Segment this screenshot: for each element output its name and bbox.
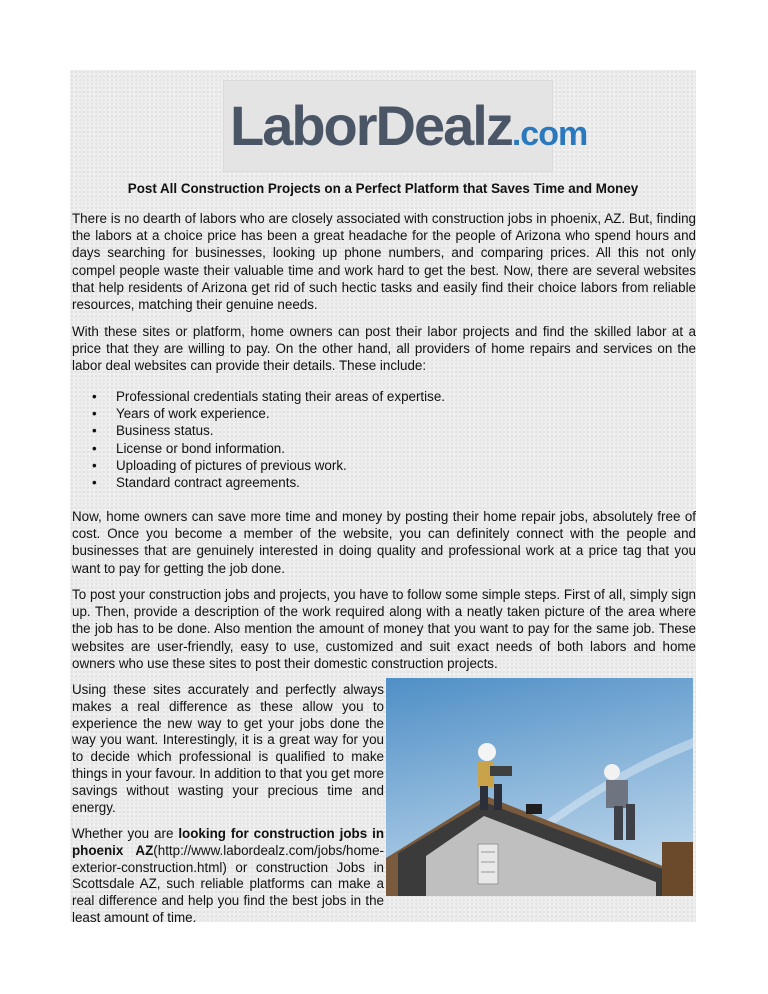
toolbox xyxy=(526,804,542,814)
document-page xyxy=(70,70,696,925)
gable-post xyxy=(662,842,693,896)
features-list xyxy=(70,388,630,491)
list-item: • Uploading of pictures of previous work. xyxy=(92,457,347,473)
bullet-icon: • xyxy=(92,440,97,456)
bullet-icon: • xyxy=(92,457,97,473)
paragraph-closing: Whether you are looking for construction jobs in phoenix AZ(http://www.labordealz.com/jobs/home-exterior-construction.html) or construction Jobs in Scottsdale AZ, such reliable platforms can make a real difference and help you find the best jobs in the least amount of time. xyxy=(72,826,384,925)
list-item: • Business status. xyxy=(92,423,214,439)
link-construction-jobs-phoenix[interactable]: looking for construction jobs in phoenix AZ xyxy=(72,826,384,858)
logo-text xyxy=(230,94,587,157)
list-item: • License or bond information. xyxy=(92,440,285,456)
bullet-icon: • xyxy=(92,475,97,491)
labordealz-logo xyxy=(223,80,588,172)
logo-main-text: LaborDealz xyxy=(230,94,512,157)
bullet-icon: • xyxy=(92,406,97,422)
paragraph-benefits: Using these sites accurately and perfectly always makes a real difference as these allow you to experience the new way to get your jobs done the way you want. Interestingly, it is a great way for you to decide which professional is qualified to make things in your favour. In addition to that you get more savings without wasting your precious time and energy. xyxy=(72,682,384,815)
list-item: • Professional credentials stating their areas of expertise. xyxy=(92,389,445,404)
bullet-icon: • xyxy=(92,389,97,404)
list-item: • Standard contract agreements. xyxy=(92,475,300,491)
ladder xyxy=(478,844,498,884)
logo-suffix-text: .com xyxy=(511,115,588,153)
paragraph-save-time: Now, home owners can save more time and money by posting their home repair jobs, absolutely free of cost. Once you become a member of the website, you can definitely connect with the people and businesses that are genuinely interested in doing quality and professional work at a price tag that you want to pay for getting the job done. xyxy=(72,509,696,576)
bullet-icon: • xyxy=(92,423,97,439)
paragraph-platform: With these sites or platform, home owners can post their labor projects and find the skilled labor at a price that they are willing to pay. On the other hand, all providers of home repairs and services on the labor deal websites can provide their details. These include: xyxy=(72,324,696,374)
roofers-photo xyxy=(386,678,693,896)
paragraph-steps: To post your construction jobs and projects, you have to follow some simple steps. First of all, simply sign up. Then, provide a description of the work required along with a neatly taken picture of the area where the job has to be done. Also mention the amount of money that you want to pay for the same job. These websites are user-friendly, easy to use, customized and suit exact needs of both labors and home owners who use these sites to post their domestic construction projects. xyxy=(72,587,696,671)
page-title: Post All Construction Projects on a Perfect Platform that Saves Time and Money xyxy=(127,181,639,196)
paragraph-intro: There is no dearth of labors who are closely associated with construction jobs in phoenix, AZ. But, finding the labors at a choice price has been a great headache for the people of Arizona who spend hours and days searching for businesses, looking up phone numbers, and comparing prices. All this not only compel people waste their valuable time and work hard to get the best. Now, there are several websites that help residents of Arizona get rid of such hectic tasks and easily find their choice labors from reliable resources, matching their genuine needs. xyxy=(72,211,696,313)
list-item: • Years of work experience. xyxy=(92,406,270,422)
